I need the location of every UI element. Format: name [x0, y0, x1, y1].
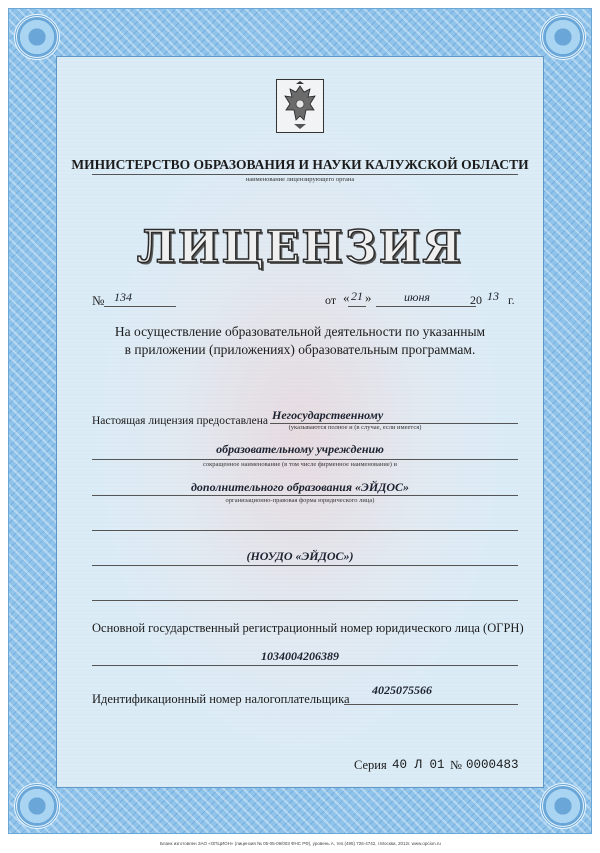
divider — [344, 704, 518, 705]
corner-rosette-icon — [540, 783, 586, 829]
org-name-line-1: Негосударственному — [272, 408, 384, 422]
series-number: 0000483 — [466, 758, 519, 772]
authority-caption: наименование лицензирующего органа — [245, 176, 355, 183]
org-short-name: (НОУДО «ЭЙДОС») — [246, 549, 354, 563]
date-year-suffix: 13 — [487, 289, 499, 303]
date-year-prefix: 20 — [470, 293, 482, 307]
quote-close: » — [365, 290, 372, 305]
org-caption-2: сокращенное наименование (в том числе фирменное наименование) и — [202, 461, 398, 468]
document-title: ЛИЦЕНЗИЯ — [136, 222, 464, 273]
purpose-line-2: в приложении (приложениях) образовательным программам. — [124, 342, 476, 357]
org-name-line-3: дополнительного образования «ЭЙДОС» — [190, 480, 410, 494]
coat-of-arms-icon — [276, 79, 324, 133]
series-code: 40 Л 01 — [392, 758, 445, 772]
corner-rosette-icon — [14, 783, 60, 829]
org-caption-3: организационно-правовая форма юридического лица) — [225, 497, 375, 504]
issuing-authority: МИНИСТЕРСТВО ОБРАЗОВАНИЯ И НАУКИ КАЛУЖСКОЙ ОБЛАСТИ — [71, 157, 529, 172]
org-name-line-2: образовательному учреждению — [216, 442, 384, 456]
divider — [92, 600, 518, 601]
purpose-line-1: На осуществление образовательной деятельности по указанным — [114, 324, 486, 339]
series-number-label: № — [450, 758, 462, 772]
divider — [92, 459, 518, 460]
divider — [92, 565, 518, 566]
ogrn-value: 1034004206389 — [261, 649, 339, 663]
divider — [104, 306, 176, 307]
printer-note: Бланк изготовлен ЗАО «ОПЦИОН» (лицензия № 05-05-09/003 ФНС РФ), уровень А, тел.(495) 726-4742, г.Москва, 2012г. www.opcion.ru — [160, 841, 441, 846]
series-label: Серия — [354, 758, 387, 772]
date-month: июня — [404, 290, 430, 304]
number-label: № — [92, 293, 105, 308]
divider — [376, 306, 476, 307]
ogrn-label: Основной государственный регистрационный номер юридического лица (ОГРН) — [92, 621, 524, 635]
date-from-label: от — [325, 293, 337, 307]
divider — [92, 530, 518, 531]
divider — [92, 665, 518, 666]
divider — [348, 306, 366, 307]
corner-rosette-icon — [540, 14, 586, 60]
license-number: 134 — [114, 290, 132, 304]
quote-open: « — [343, 290, 350, 305]
date-year-label: г. — [508, 293, 515, 307]
org-caption-1: (указываются полное и (в случае, если имеется) — [288, 424, 422, 431]
date-day: 21 — [351, 289, 363, 303]
inn-label: Идентификационный номер налогоплательщика — [92, 692, 350, 706]
inn-value: 4025075566 — [372, 683, 432, 697]
granted-label: Настоящая лицензия предоставлена — [92, 415, 268, 427]
divider — [92, 495, 518, 496]
divider — [92, 174, 518, 175]
corner-rosette-icon — [14, 14, 60, 60]
